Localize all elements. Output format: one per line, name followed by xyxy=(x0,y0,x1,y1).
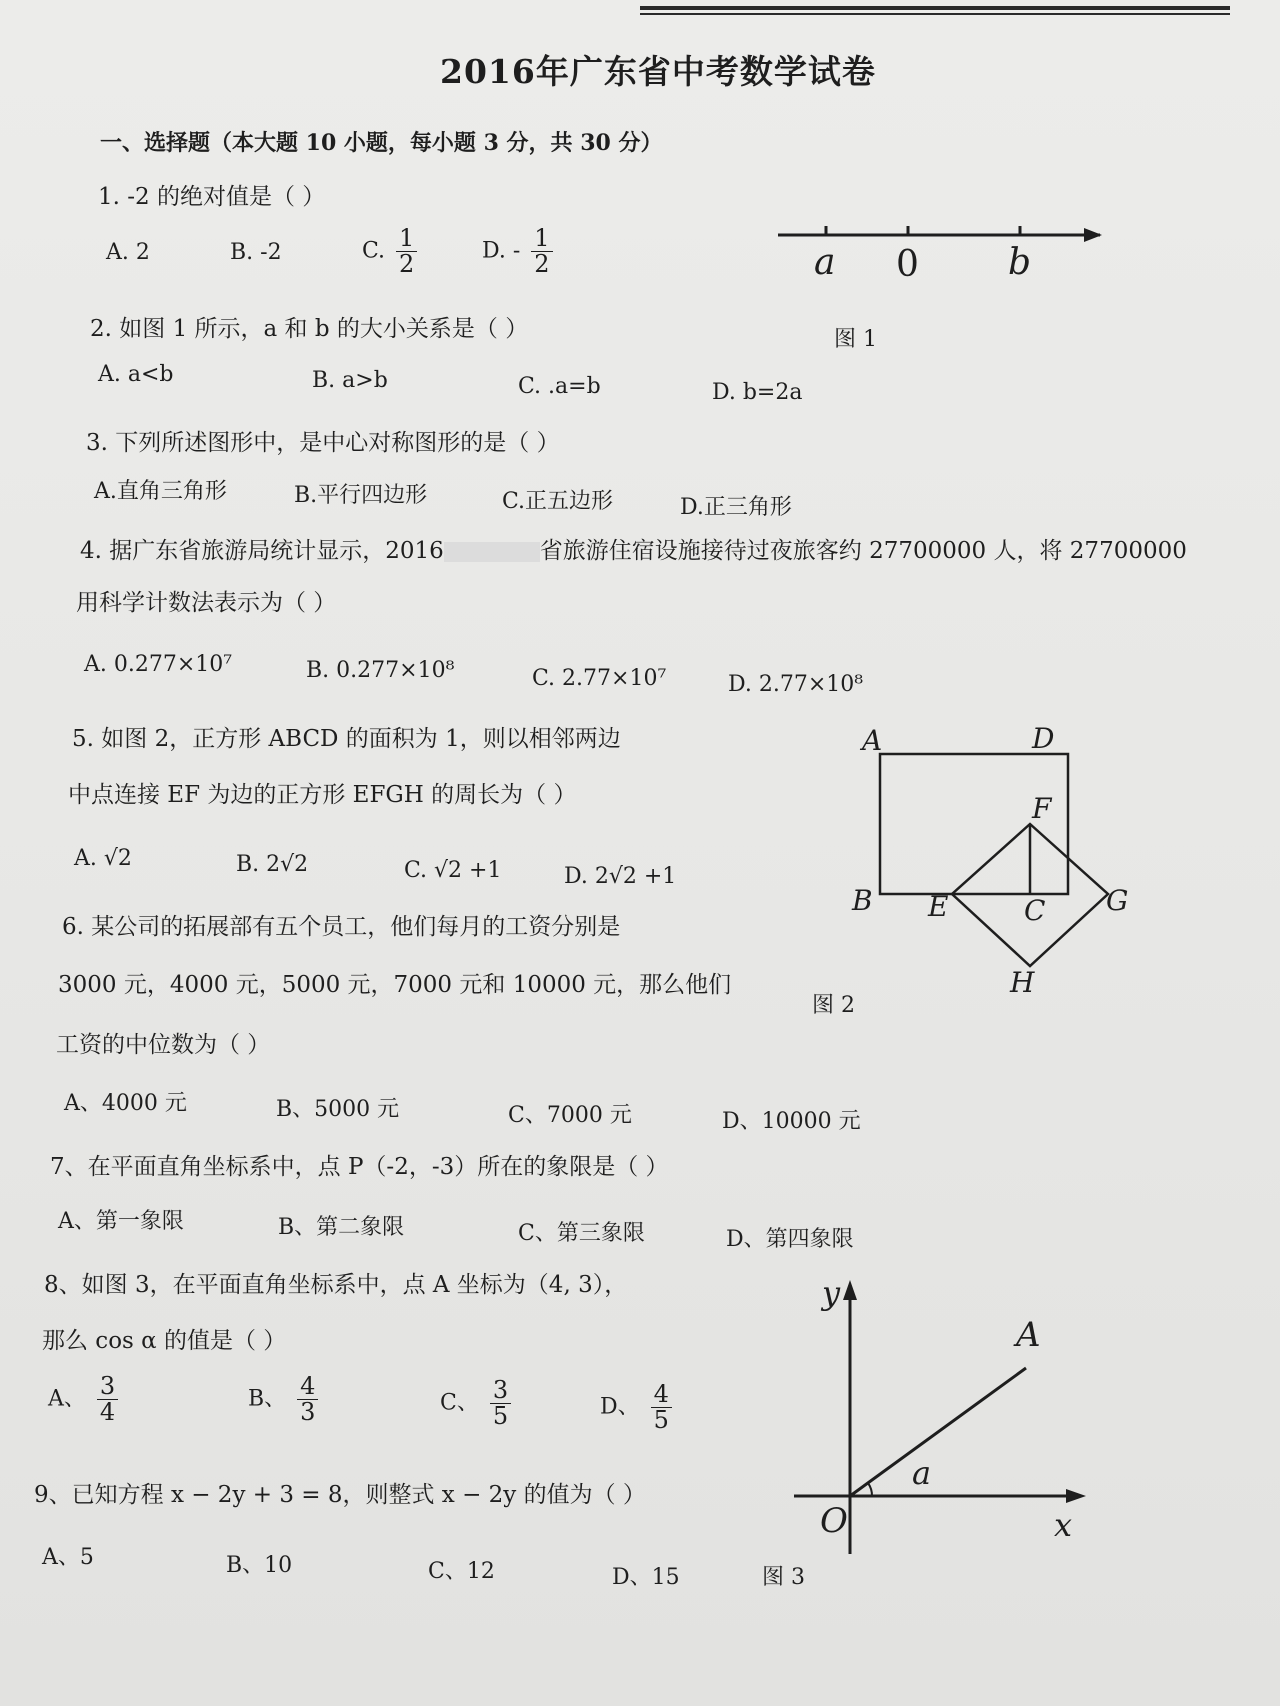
q8-option-b-label: B、 xyxy=(248,1386,287,1412)
q1-option-d-label: D. - xyxy=(482,238,521,264)
q6-option-b: B、5000 元 xyxy=(276,1097,400,1122)
q1-option-d-fraction xyxy=(531,226,552,277)
q4-option-a: A. 0.277×10⁷ xyxy=(84,652,233,677)
question-4-stem-line2: 用科学计数法表示为（ ） xyxy=(76,590,337,616)
question-8-line1: 8、如图 3，在平面直角坐标系中，点 A 坐标为（4, 3）， xyxy=(44,1272,628,1298)
q6-option-d: D、10000 元 xyxy=(722,1109,861,1134)
fraction-numerator: 4 xyxy=(300,1372,316,1400)
q8-option-d-label: D、 xyxy=(600,1394,640,1420)
vertex-b: B xyxy=(852,884,873,917)
q7-option-c: C、第三象限 xyxy=(518,1221,645,1246)
q4-stem-part1: 4. 据广东省旅游局统计显示，2016 xyxy=(80,538,444,564)
label-point-a: A xyxy=(1016,1315,1041,1355)
q3-option-d: D.正三角形 xyxy=(680,495,792,520)
q9-option-b: B、10 xyxy=(226,1553,293,1578)
question-2-stem: 2. 如图 1 所示，a 和 b 的大小关系是（ ） xyxy=(90,316,529,342)
question-3-stem: 3. 下列所述图形中，是中心对称图形的是（ ） xyxy=(86,430,560,456)
q7-option-d: D、第四象限 xyxy=(726,1227,854,1252)
q8-option-c-label: C、 xyxy=(440,1390,479,1416)
fraction-denominator: 5 xyxy=(490,1403,511,1429)
question-8-line2: 那么 cos α 的值是（ ） xyxy=(42,1328,287,1354)
figure-1-number-line xyxy=(770,210,1110,300)
q2-option-a: A. a<b xyxy=(98,362,174,387)
fraction-numerator: 3 xyxy=(99,1372,116,1400)
question-1-stem: 1. -2 的绝对值是（ ） xyxy=(98,184,326,210)
q2-option-b: B. a>b xyxy=(312,368,388,393)
q6-option-a: A、4000 元 xyxy=(64,1091,187,1116)
fraction-numerator: 4 xyxy=(653,1380,669,1408)
question-5-stem-line1: 5. 如图 2，正方形 ABCD 的面积为 1，则以相邻两边 xyxy=(72,726,621,752)
q1-option-c-fraction xyxy=(396,226,417,277)
question-6-line2: 3000 元，4000 元，5000 元，7000 元和 10000 元，那么他们 xyxy=(58,972,732,998)
q8-option-b xyxy=(248,1374,318,1425)
q8-option-c-fraction xyxy=(490,1378,511,1429)
x-axis-arrow xyxy=(1066,1489,1086,1503)
fraction-numerator: 3 xyxy=(492,1376,509,1404)
q5-option-b: B. 2√2 xyxy=(236,852,309,877)
q3-option-c: C.正五边形 xyxy=(502,489,614,514)
fraction-denominator: 4 xyxy=(97,1399,118,1425)
ray-oa xyxy=(850,1368,1026,1496)
vertex-h: H xyxy=(1010,966,1035,999)
figure-2-squares xyxy=(840,720,1140,1010)
q6-option-c: C、7000 元 xyxy=(508,1103,632,1128)
q8-option-a xyxy=(48,1374,118,1425)
q4-stem-part2: 省旅游住宿设施接待过夜旅客约 27700000 人，将 27700000 xyxy=(539,538,1187,564)
q7-option-a: A、第一象限 xyxy=(58,1209,184,1234)
fraction-denominator: 2 xyxy=(396,251,417,277)
question-5-stem-line2: 中点连接 EF 为边的正方形 EFGH 的周长为（ ） xyxy=(68,782,577,808)
number-line-arrow xyxy=(1084,228,1102,242)
q2-option-c: C. .a=b xyxy=(518,374,601,399)
q8-option-a-fraction xyxy=(97,1374,118,1425)
q9-option-c: C、12 xyxy=(428,1559,495,1584)
q3-option-b: B.平行四边形 xyxy=(294,483,428,508)
q9-option-d: D、15 xyxy=(612,1565,680,1590)
q4-option-d: D. 2.77×10⁸ xyxy=(728,672,864,697)
fraction-numerator: 1 xyxy=(534,224,550,252)
angle-arc xyxy=(868,1483,872,1496)
q8-option-c xyxy=(440,1378,511,1429)
q3-option-a: A.直角三角形 xyxy=(94,479,227,504)
label-x: x xyxy=(1054,1506,1073,1544)
question-6-line1: 6. 某公司的拓展部有五个员工，他们每月的工资分别是 xyxy=(62,914,621,940)
q8-option-d-fraction xyxy=(651,1382,672,1433)
figure-3-coordinate-plane xyxy=(780,1270,1100,1560)
section-heading: 一、选择题（本大题 10 小题，每小题 3 分，共 30 分） xyxy=(100,130,663,156)
label-alpha: a xyxy=(912,1454,932,1492)
label-a: a xyxy=(814,242,836,283)
q5-option-a: A. √2 xyxy=(74,846,132,871)
label-origin: O xyxy=(820,1501,848,1541)
q1-option-b: B. -2 xyxy=(230,240,282,265)
q1-option-c xyxy=(362,226,417,277)
q2-option-d: D. b=2a xyxy=(712,380,803,405)
q7-option-b: B、第二象限 xyxy=(278,1215,405,1240)
question-9-stem: 9、已知方程 x − 2y + 3 = 8，则整式 x − 2y 的值为（ ） xyxy=(34,1482,646,1508)
q8-option-b-fraction xyxy=(297,1374,318,1425)
figure-1-caption: 图 1 xyxy=(834,327,877,352)
q1-option-c-label: C. xyxy=(362,238,386,264)
top-rule xyxy=(640,6,1230,10)
vertex-e: E xyxy=(928,890,949,923)
q1-option-a: A. 2 xyxy=(106,240,150,265)
figure-3-caption: 图 3 xyxy=(762,1565,805,1590)
q5-option-d: D. 2√2 +1 xyxy=(564,864,677,889)
q4-option-b: B. 0.277×10⁸ xyxy=(306,658,455,683)
q1-option-d xyxy=(482,226,553,277)
question-7-stem: 7、在平面直角坐标系中，点 P（-2，-3）所在的象限是（ ） xyxy=(50,1154,669,1180)
page-title: 2016年广东省中考数学试卷 xyxy=(440,52,876,91)
vertex-f: F xyxy=(1032,792,1052,825)
label-zero: 0 xyxy=(896,244,919,285)
y-axis-arrow xyxy=(843,1280,857,1300)
fraction-denominator: 5 xyxy=(651,1407,672,1433)
q5-option-c: C. √2 +1 xyxy=(404,858,502,883)
fraction-denominator: 3 xyxy=(297,1399,318,1425)
question-4-stem-line1 xyxy=(80,532,1187,565)
label-y: y xyxy=(822,1274,841,1312)
vertex-a: A xyxy=(862,724,883,757)
vertex-g: G xyxy=(1106,884,1129,917)
q9-option-a: A、5 xyxy=(42,1545,94,1570)
question-6-line3: 工资的中位数为（ ） xyxy=(56,1032,271,1058)
q8-option-a-label: A、 xyxy=(48,1386,86,1412)
vertex-c: C xyxy=(1024,894,1046,927)
fraction-denominator: 2 xyxy=(531,251,552,277)
vertex-d: D xyxy=(1032,722,1055,755)
q8-option-d xyxy=(600,1382,672,1433)
q4-option-c: C. 2.77×10⁷ xyxy=(532,666,667,691)
blurred-region xyxy=(444,542,540,562)
fraction-numerator: 1 xyxy=(399,224,415,252)
label-b: b xyxy=(1008,242,1032,283)
figure-2-caption: 图 2 xyxy=(812,993,855,1018)
top-rule-thin xyxy=(640,13,1230,15)
